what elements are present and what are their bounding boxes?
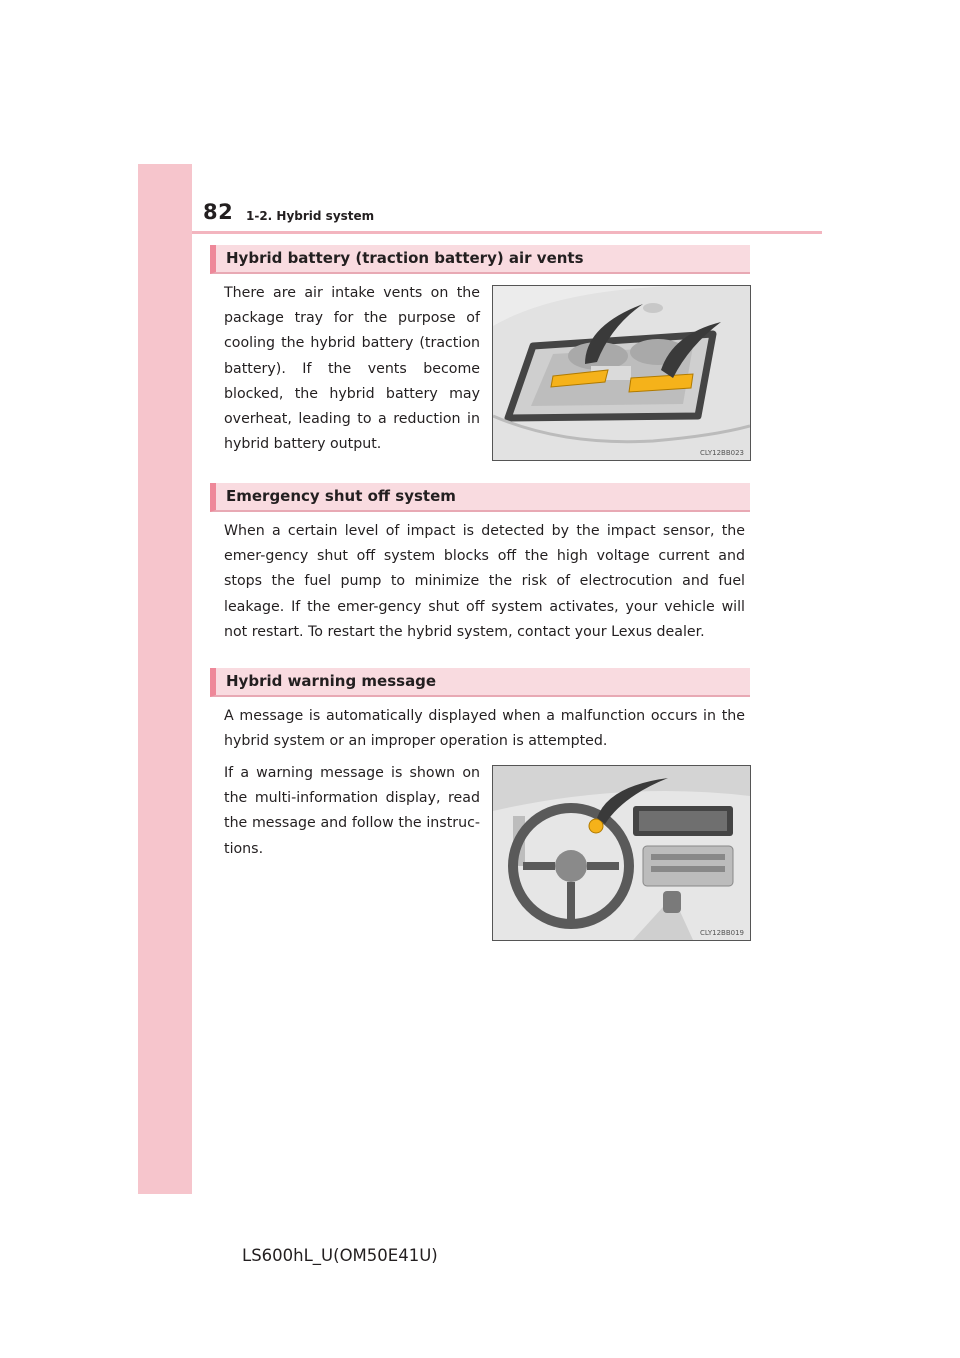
- figure-code: CLY12BB019: [699, 929, 744, 937]
- paragraph-warning-instructions: If a warning message is shown on the multi-information display, read the message and follow the instruc-tions.: [224, 765, 480, 857]
- highlight-marker-icon: [589, 819, 603, 833]
- package-tray-drawing: [493, 286, 750, 460]
- footer-model-code: LS600hL_U(OM50E41U): [242, 1246, 438, 1265]
- dashboard-illustration: [492, 765, 751, 941]
- section-label: 1-2. Hybrid system: [246, 209, 375, 223]
- dashboard-drawing: [493, 766, 750, 940]
- paragraph-hybrid-warning: A message is automatically displayed when a malfunction occurs in the hybrid system or an improper operation is attempted.: [224, 708, 745, 750]
- heading-emergency-shutoff: Emergency shut off system: [210, 483, 750, 512]
- page-number: 82: [203, 200, 234, 224]
- paragraph-air-vents: There are air intake vents on the package tray for the purpose of cooling the hybrid battery (traction battery). If the vents become blocked, the hybrid battery may overheat, leading to a reduction in hybrid battery output.: [224, 285, 480, 453]
- header-rule: [192, 231, 822, 234]
- heading-air-vents: Hybrid battery (traction battery) air vents: [210, 245, 750, 274]
- heading-hybrid-warning: Hybrid warning message: [210, 668, 750, 697]
- paragraph-emergency-shutoff: When a certain level of impact is detected by the impact sensor, the emer-gency shut off system blocks off the high voltage current and stops the fuel pump to minimize the risk of electrocution and fuel leakage. If the emer-gency shut off system activates, your vehicle will not restart. To restart the hybrid system, contact your Lexus dealer.: [224, 523, 745, 640]
- figure-code: CLY12BB023: [699, 449, 744, 457]
- side-band: [138, 164, 192, 1194]
- package-tray-illustration: [492, 285, 751, 461]
